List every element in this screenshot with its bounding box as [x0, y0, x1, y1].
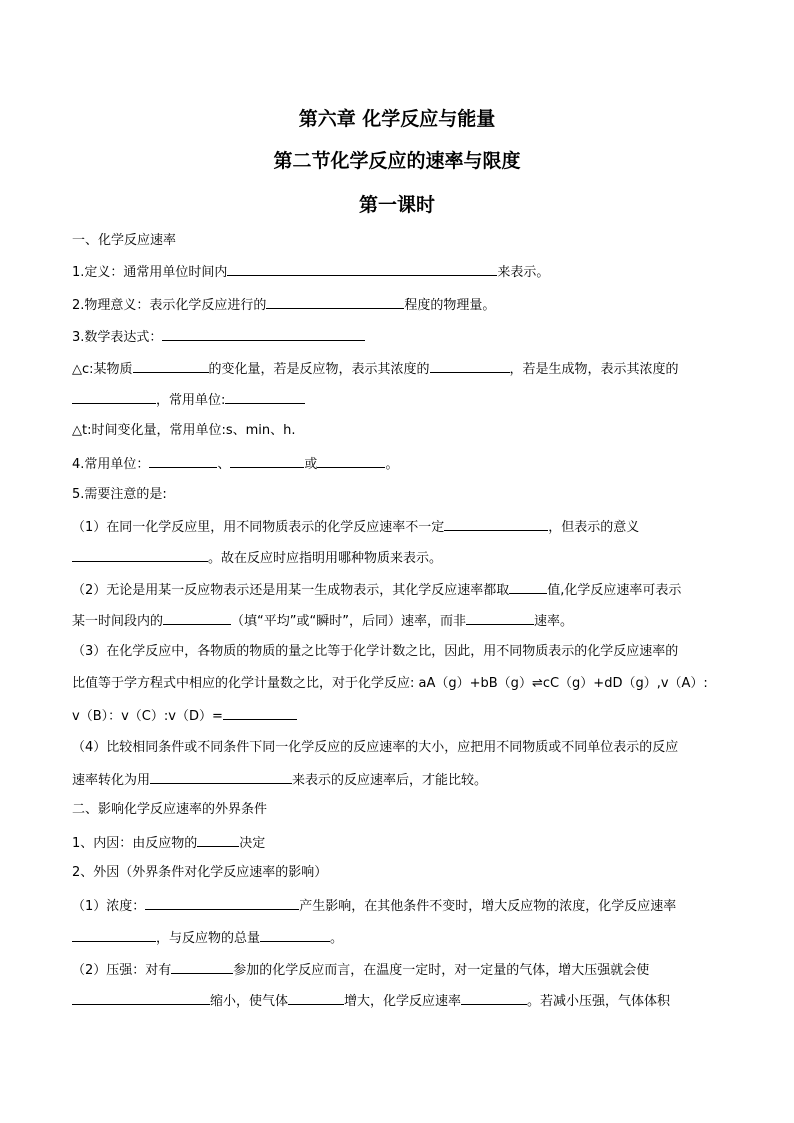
external-factor-line: 2、外因（外界条件对化学反应速率的影响）	[72, 865, 328, 880]
blank[interactable]	[461, 992, 527, 1005]
notes-heading: 5.需要注意的是:	[72, 487, 167, 502]
blank[interactable]	[509, 581, 547, 594]
note-3-line-2: 比值等于学方程式中相应的化学计量数之比，对于化学反应: aA（g）+bB（g）⇌cC（g）+dD（g）,v（A）:	[72, 676, 708, 691]
note-3-line-3: v（B）：v（C）:v（D）=	[72, 707, 297, 725]
blank[interactable]	[444, 518, 548, 531]
delta-c-line: △c:某物质 的变化量，若是反应物，表示其浓度的 ，若是生成物，表示其浓度的	[72, 362, 679, 377]
note-4-line-2: 速率转化为用 来表示的反应速率后，才能比较。	[72, 773, 488, 788]
pressure-line-1: （2）压强：对有 参加的化学反应而言，在温度一定时，对一定量的气体，增大压强就会使	[72, 963, 650, 978]
blank[interactable]	[72, 929, 156, 942]
section1-heading: 一、化学反应速率	[72, 233, 177, 248]
blank[interactable]	[430, 360, 510, 373]
blank[interactable]	[260, 929, 330, 942]
delta-c-line-2: ，常用单位:	[72, 391, 305, 409]
blank[interactable]	[133, 360, 209, 373]
delta-t-line: △t:时间变化量，常用单位:s、min、h.	[72, 423, 296, 438]
concentration-line-1: （1）浓度： 产生影响，在其他条件不变时，增大反应物的浓度，化学反应速率	[72, 899, 677, 914]
blank[interactable]	[163, 612, 231, 625]
note-3-line-1: （3）在化学反应中，各物质的物质的量之比等于化学计数之比，因此，用不同物质表示的化学反应速率的	[72, 644, 679, 659]
blank[interactable]	[317, 455, 385, 468]
note-1-line-2: 。故在反应时应指明用哪种物质来表示。	[72, 549, 442, 567]
internal-factor-line: 1、内因：由反应物的 决定	[72, 836, 266, 851]
blank[interactable]	[145, 897, 299, 910]
lesson-title: 第一课时	[358, 194, 435, 216]
physical-meaning-line: 2.物理意义：表示化学反应进行的 程度的物理量。	[72, 298, 496, 313]
note-1-line-1: （1）在同一化学反应里，用不同物质表示的化学反应速率不一定 ，但表示的意义	[72, 520, 640, 535]
definition-line: 1.定义：通常用单位时间内 来表示。	[72, 265, 550, 280]
section-title: 第二节化学反应的速率与限度	[273, 150, 521, 172]
section2-heading: 二、影响化学反应速率的外界条件	[72, 802, 268, 817]
blank[interactable]	[72, 391, 156, 404]
blank[interactable]	[266, 296, 404, 309]
blank[interactable]	[223, 707, 297, 720]
note-2-line-1: （2）无论是用某一反应物表示还是用某一生成物表示，其化学反应速率都取 值,化学反应速率可表示	[72, 583, 682, 598]
blank[interactable]	[197, 834, 239, 847]
blank[interactable]	[225, 391, 305, 404]
blank[interactable]	[230, 455, 304, 468]
blank[interactable]	[150, 771, 292, 784]
blank[interactable]	[72, 549, 208, 562]
blank[interactable]	[227, 263, 497, 276]
common-units-line: 4.常用单位： 、 或 。	[72, 457, 399, 472]
math-expression-line: 3.数学表达式：	[72, 328, 365, 346]
blank[interactable]	[162, 328, 365, 341]
blank[interactable]	[171, 961, 233, 974]
blank[interactable]	[72, 992, 210, 1005]
blank[interactable]	[288, 992, 344, 1005]
chapter-title: 第六章 化学反应与能量	[298, 108, 496, 130]
blank[interactable]	[149, 455, 217, 468]
note-2-line-2: 某一时间段内的 （填“平均”或“瞬时”，后同）速率，而非 速率。	[72, 614, 573, 629]
blank[interactable]	[466, 612, 534, 625]
note-4-line-1: （4）比较相同条件或不同条件下同一化学反应的反应速率的大小，应把用不同物质或不同单位表示的反应	[72, 740, 679, 755]
pressure-line-2: 缩小，使气体 增大，化学反应速率 。若减小压强，气体体积	[72, 992, 670, 1010]
concentration-line-2: ，与反应物的总量 。	[72, 929, 343, 947]
